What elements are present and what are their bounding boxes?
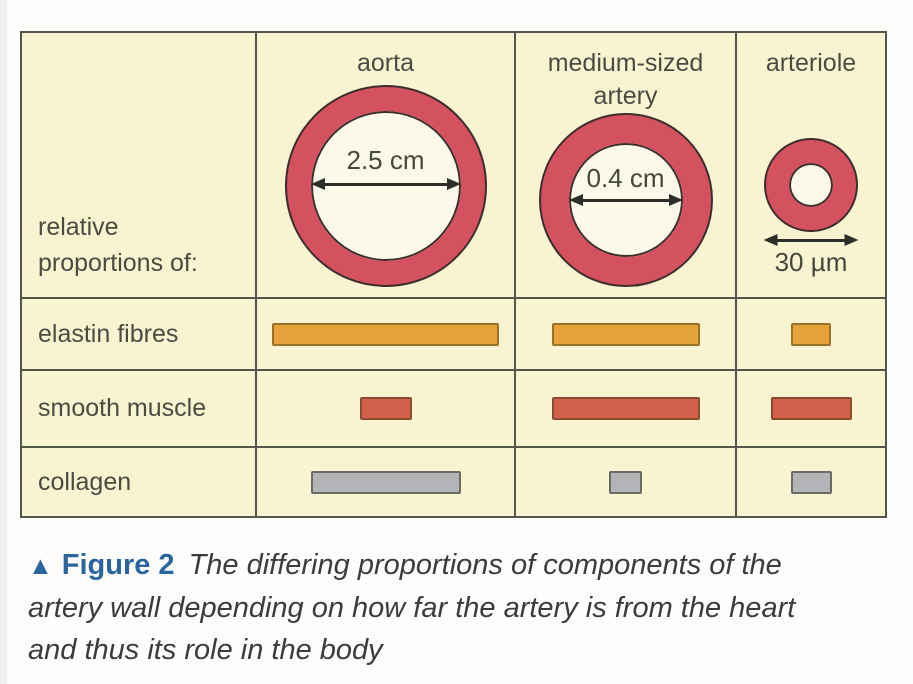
- row-label-smooth-muscle: smooth muscle: [22, 371, 257, 448]
- medium-artery-diameter-arrow: [569, 193, 683, 207]
- column-header-arteriole: arteriole: [765, 49, 857, 77]
- figure-caption-text: The differing proportions of components of the artery wall depending on how far the artery is from the heart and thus its role in the body: [28, 549, 796, 667]
- figure-caption: [28, 544, 828, 672]
- column-medium-artery-header-cell: [516, 33, 737, 299]
- column-arteriole-header-cell: [737, 33, 885, 299]
- page-edge: [0, 0, 7, 684]
- row-label-elastin-fibres: elastin fibres: [22, 299, 257, 371]
- arrowhead-left-icon: [764, 234, 778, 246]
- arrowhead-right-icon: [669, 194, 683, 206]
- elastin-aorta-cell: [257, 299, 516, 371]
- aorta-diameter-label: 2.5 cm: [346, 145, 425, 175]
- bar-collagen-aorta: [311, 471, 461, 494]
- row-group-label: relative proportions of:: [38, 212, 198, 277]
- smooth-muscle-arteriole-cell: [737, 371, 885, 448]
- arteriole-cross-section-ring: [766, 140, 856, 230]
- bar-collagen-arteriole: [791, 471, 832, 494]
- arrow-shaft: [325, 183, 447, 186]
- arrowhead-left-icon: [311, 178, 325, 190]
- collagen-medium-artery-cell: [516, 448, 737, 516]
- elastin-arteriole-cell: [737, 299, 885, 371]
- arrowhead-right-icon: [447, 178, 461, 190]
- bar-elastin-aorta: [272, 323, 499, 346]
- figure-marker-triangle-icon: ▲: [28, 552, 53, 580]
- bar-smooth-muscle-arteriole: [771, 397, 852, 420]
- smooth-muscle-aorta-cell: [257, 371, 516, 448]
- collagen-arteriole-cell: [737, 448, 885, 516]
- arrow-shaft: [778, 239, 845, 242]
- arteriole-diameter-label: 30 µm: [774, 247, 848, 277]
- column-header-medium-artery: medium-sized artery: [547, 49, 704, 110]
- bar-smooth-muscle-medium-artery: [552, 397, 700, 420]
- aorta-diameter-arrow: [311, 177, 461, 191]
- bar-collagen-medium-artery: [609, 471, 642, 494]
- collagen-aorta-cell: [257, 448, 516, 516]
- smooth-muscle-medium-artery-cell: [516, 371, 737, 448]
- arrow-shaft: [583, 199, 669, 202]
- bar-elastin-medium-artery: [552, 323, 700, 346]
- arrowhead-right-icon: [845, 234, 859, 246]
- bar-elastin-arteriole: [791, 323, 831, 346]
- column-aorta-header-cell: [257, 33, 516, 299]
- elastin-medium-artery-cell: [516, 299, 737, 371]
- medium-artery-diameter-label: 0.4 cm: [586, 163, 665, 193]
- row-label-collagen: collagen: [22, 448, 257, 516]
- figure-label: Figure 2: [61, 549, 175, 581]
- corner-cell: [22, 33, 257, 299]
- column-header-aorta: aorta: [357, 49, 414, 77]
- arrowhead-left-icon: [569, 194, 583, 206]
- artery-proportions-table: [20, 31, 887, 518]
- bar-smooth-muscle-aorta: [360, 397, 412, 420]
- arteriole-diameter-arrow: [764, 233, 859, 247]
